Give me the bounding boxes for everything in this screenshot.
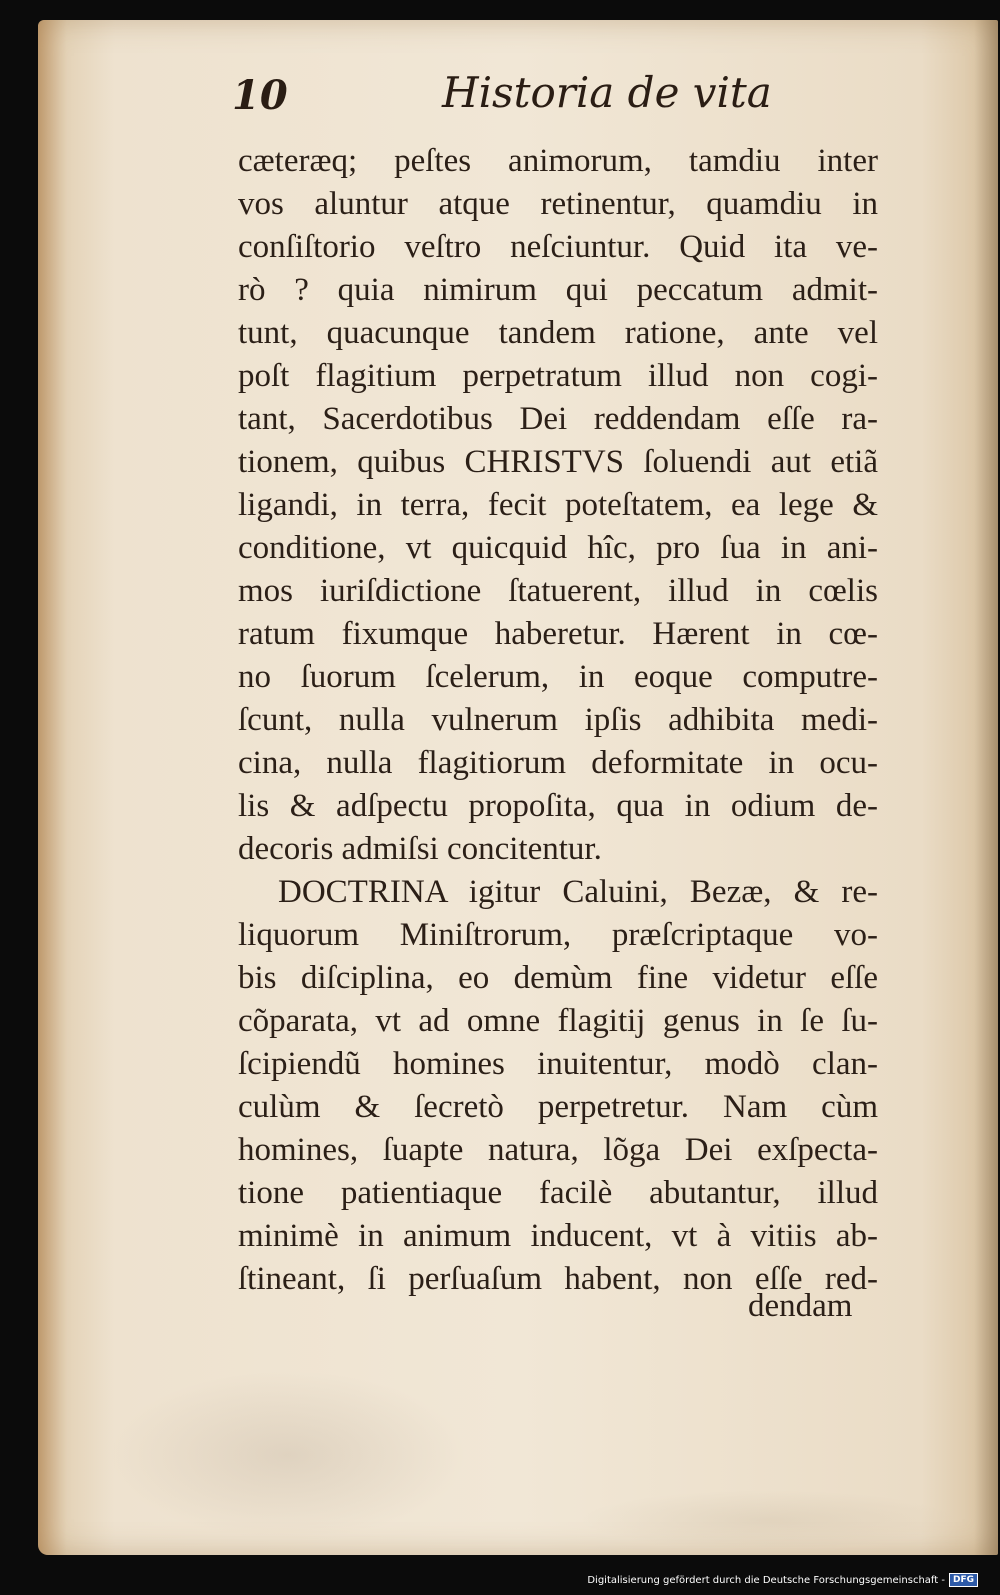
- page-number: 10: [232, 72, 288, 119]
- text-line: vos aluntur atque retinentur, quamdiu in: [238, 186, 878, 222]
- paper-stain: [578, 1490, 958, 1550]
- text-line: ligandi, in terra, fecit poteſtatem, ea lege &: [238, 487, 878, 523]
- page-gutter-shadow: [974, 20, 998, 1555]
- text-line: cæteræq; peſtes animorum, tamdiu inter: [238, 143, 878, 179]
- paragraph-start-line: DOCTRINA igitur Caluini, Bezæ, & re-: [278, 874, 878, 910]
- text-line: no ſuorum ſcelerum, in eoque computre-: [238, 659, 878, 695]
- text-line: cõparata, vt ad omne flagitij genus in ſe ſu-: [238, 1003, 878, 1039]
- paper-stain: [108, 1370, 468, 1540]
- text-line: homines, ſuapte natura, lõga Dei exſpecta-: [238, 1132, 878, 1168]
- text-line: tant, Sacerdotibus Dei reddendam eſſe ra-: [238, 401, 878, 437]
- body-text: [238, 140, 878, 1301]
- text-line: culùm & ſecretò perpetretur. Nam cùm: [238, 1089, 878, 1125]
- text-line: minimè in animum inducent, vt à vitiis ab-: [238, 1218, 878, 1254]
- text-line: ſcunt, nulla vulnerum ipſis adhibita medi-: [238, 702, 878, 738]
- text-line: bis diſciplina, eo demùm fine videtur eſſe: [238, 960, 878, 996]
- running-head: Historia de vita: [442, 68, 772, 117]
- text-line: liquorum Miniſtrorum, præſcriptaque vo-: [238, 917, 878, 953]
- text-line: tionem, quibus CHRISTVS ſoluendi aut etiã: [238, 444, 878, 480]
- text-line: ſtineant, ſi perſuaſum habent, non eſſe red-: [238, 1261, 878, 1297]
- text-line: lis & adſpectu propoſita, qua in odium de-: [238, 788, 878, 824]
- digitization-credit: [587, 1571, 978, 1589]
- text-line: conditione, vt quicquid hîc, pro ſua in ani-: [238, 530, 878, 566]
- dfg-logo-icon: DFG: [949, 1573, 978, 1587]
- text-line: conſiſtorio veſtro neſciuntur. Quid ita ve-: [238, 229, 878, 265]
- text-line: rò ? quia nimirum qui peccatum admit-: [238, 272, 878, 308]
- text-line: mos iuriſdictione ſtatuerent, illud in cœlis: [238, 573, 878, 609]
- text-line: ratum fixumque haberetur. Hærent in cœ-: [238, 616, 878, 652]
- text-line: tunt, quacunque tandem ratione, ante vel: [238, 315, 878, 351]
- text-line: poſt flagitium perpetratum illud non cogi-: [238, 358, 878, 394]
- text-line: tione patientiaque facilè abutantur, illud: [238, 1175, 878, 1211]
- text-line: ſcipiendũ homines inuitentur, modò clan-: [238, 1046, 878, 1082]
- text-line: cina, nulla flagitiorum deformitate in ocu-: [238, 745, 878, 781]
- page-header: [232, 64, 792, 130]
- catchword: dendam: [748, 1288, 853, 1324]
- credit-text: Digitalisierung gefördert durch die Deutsche Forschungsgemeinschaft -: [587, 1574, 945, 1586]
- paragraph-end-line: decoris admiſsi concitentur.: [238, 831, 602, 867]
